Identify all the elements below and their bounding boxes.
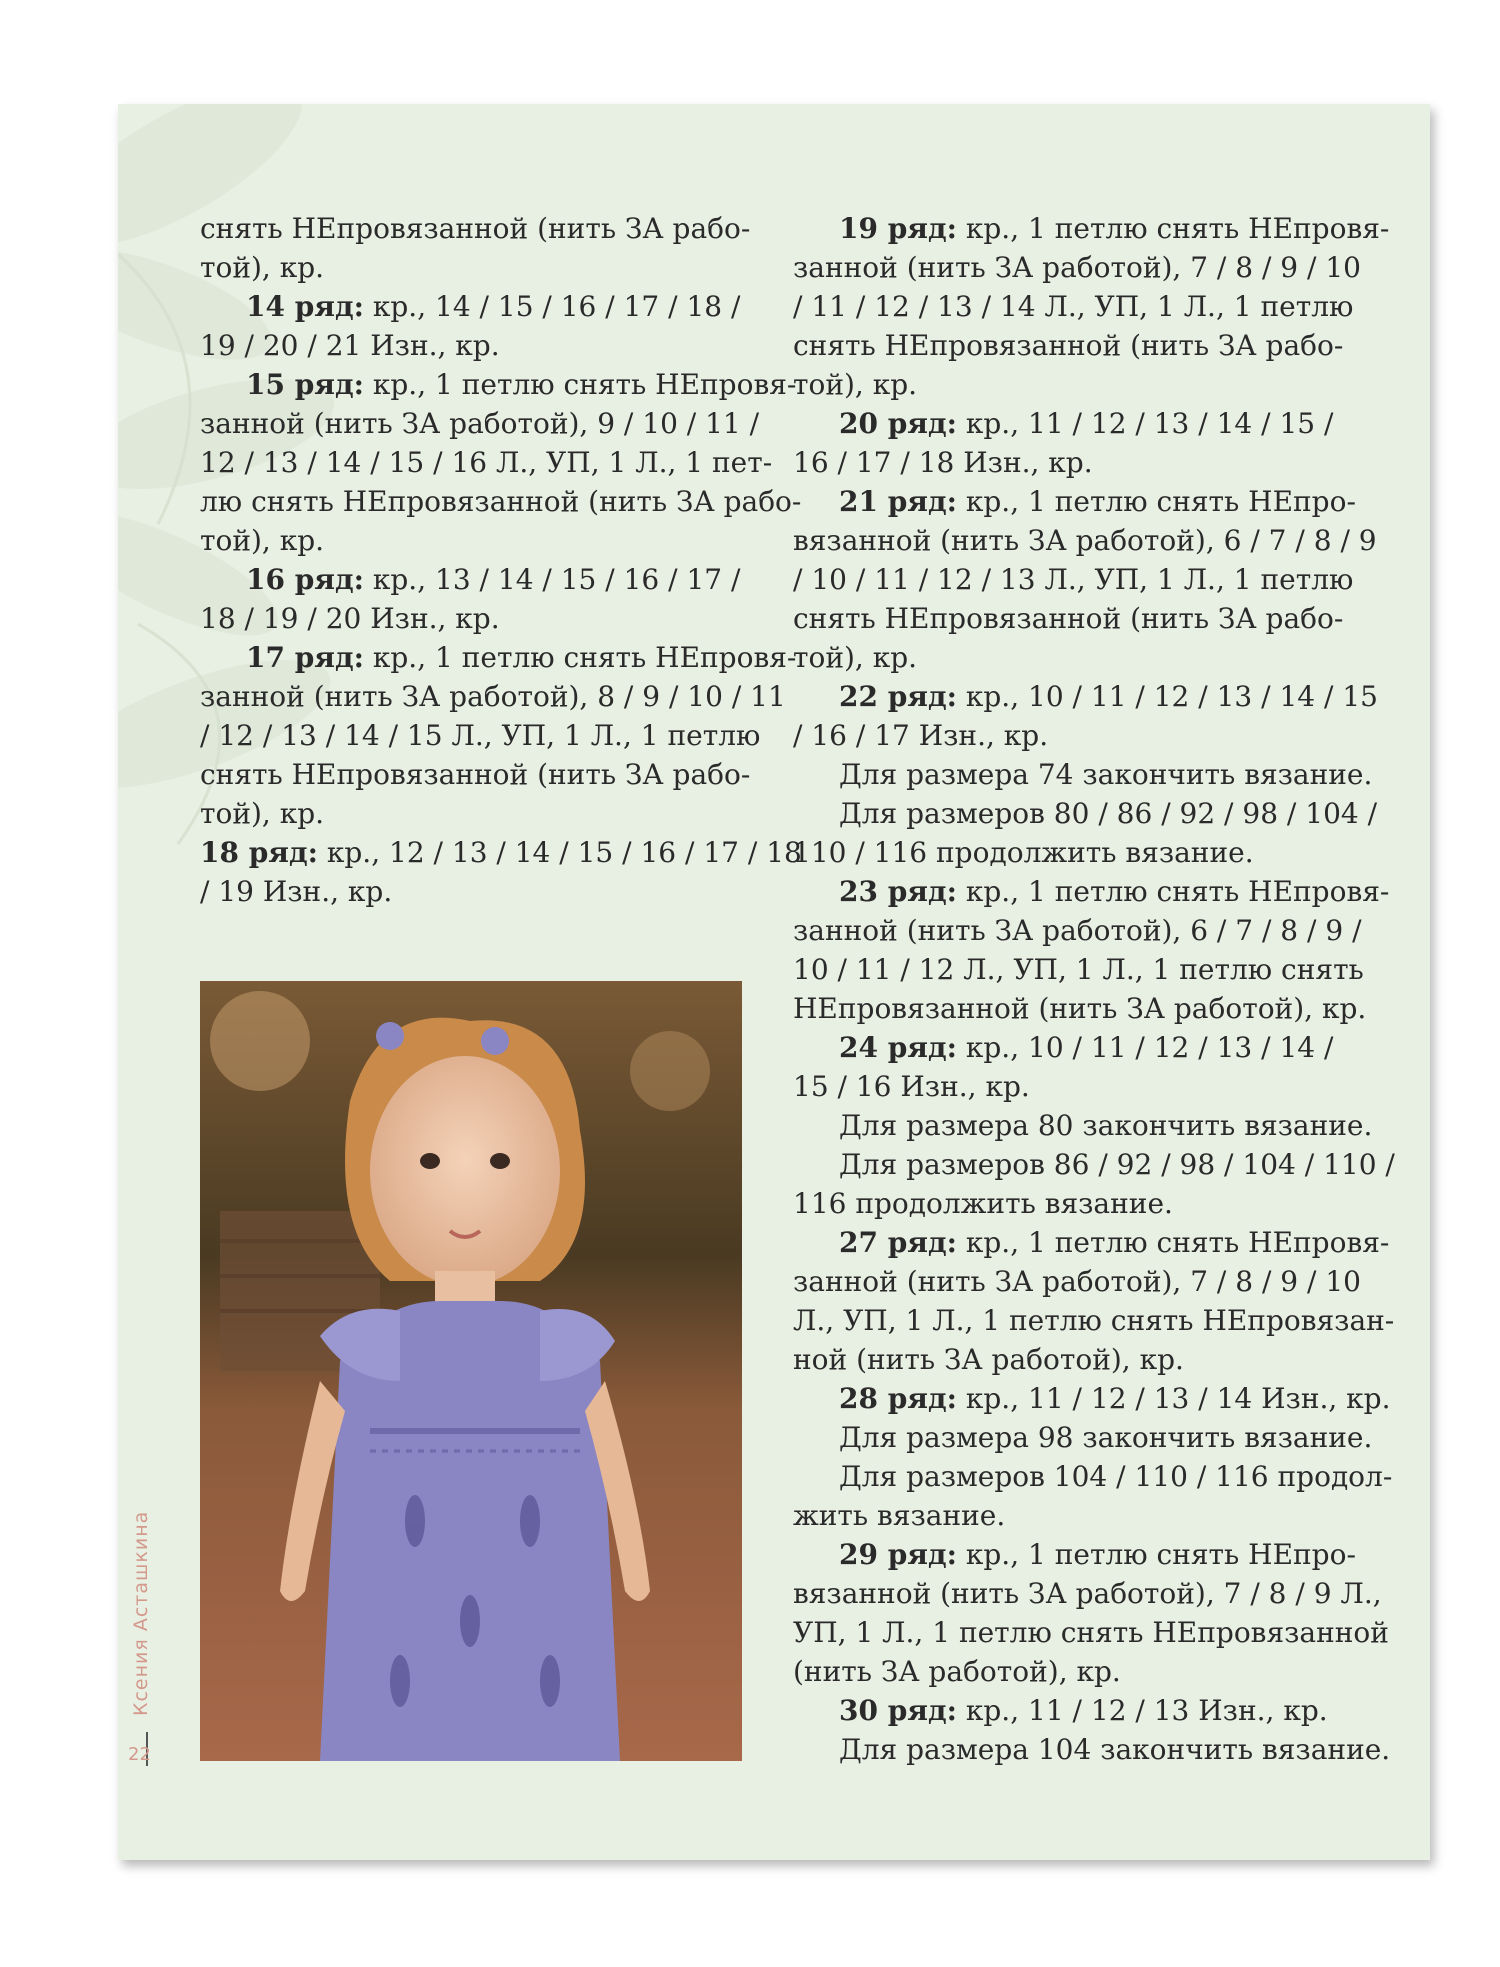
right-text-column xyxy=(793,209,1403,1769)
row-instruction: 16 ряд: кр., 13 / 14 / 15 / 16 / 17 / xyxy=(246,563,741,596)
row-label: 30 ряд: xyxy=(839,1694,957,1727)
text-line: снять НЕпровязанной (нить ЗА рабо- xyxy=(200,758,751,791)
row-instruction: 28 ряд: кр., 11 / 12 / 13 / 14 Изн., кр. xyxy=(839,1382,1391,1415)
row-label: 27 ряд: xyxy=(839,1226,957,1259)
row-label: 14 ряд: xyxy=(246,290,364,323)
row-label: 20 ряд: xyxy=(839,407,957,440)
text-line: / 11 / 12 / 13 / 14 Л., УП, 1 Л., 1 петлю xyxy=(793,290,1354,323)
row-label: 28 ряд: xyxy=(839,1382,957,1415)
author-name: Ксения Асташкина xyxy=(130,1510,152,1716)
size-note: Для размера 74 закончить вязание. xyxy=(839,758,1373,791)
text-line: 19 / 20 / 21 Изн., кр. xyxy=(200,329,500,362)
text-line: / 16 / 17 Изн., кр. xyxy=(793,719,1049,752)
text-line: снять НЕпровязанной (нить ЗА рабо- xyxy=(200,212,751,245)
text-line: той), кр. xyxy=(200,524,325,557)
text-line: той), кр. xyxy=(793,641,918,674)
row-instruction: 19 ряд: кр., 1 петлю снять НЕпровя- xyxy=(839,212,1390,245)
size-note: Для размеров 80 / 86 / 92 / 98 / 104 / xyxy=(839,797,1378,830)
text-line: занной (нить ЗА работой), 9 / 10 / 11 / xyxy=(200,407,760,440)
text-line: занной (нить ЗА работой), 7 / 8 / 9 / 10 xyxy=(793,251,1361,284)
row-label: 23 ряд: xyxy=(839,875,957,908)
text-line: 12 / 13 / 14 / 15 / 16 Л., УП, 1 Л., 1 пет- xyxy=(200,446,773,479)
text-line: вязанной (нить ЗА работой), 7 / 8 / 9 Л., xyxy=(793,1577,1382,1610)
text-line: 116 продолжить вязание. xyxy=(793,1187,1173,1220)
size-note: Для размера 98 закончить вязание. xyxy=(839,1421,1373,1454)
text-line: (нить ЗА работой), кр. xyxy=(793,1655,1121,1688)
row-instruction: 23 ряд: кр., 1 петлю снять НЕпровя- xyxy=(839,875,1390,908)
text-line: / 10 / 11 / 12 / 13 Л., УП, 1 Л., 1 петлю xyxy=(793,563,1354,596)
text-line: 16 / 17 / 18 Изн., кр. xyxy=(793,446,1093,479)
book-page xyxy=(118,104,1430,1860)
size-note: Для размеров 104 / 110 / 116 продол- xyxy=(839,1460,1393,1493)
row-label: 16 ряд: xyxy=(246,563,364,596)
row-instruction: 27 ряд: кр., 1 петлю снять НЕпровя- xyxy=(839,1226,1390,1259)
row-instruction: 22 ряд: кр., 10 / 11 / 12 / 13 / 14 / 15 xyxy=(839,680,1378,713)
row-label: 18 ряд: xyxy=(200,836,318,869)
row-label: 17 ряд: xyxy=(246,641,364,674)
row-instruction: 21 ряд: кр., 1 петлю снять НЕпро- xyxy=(839,485,1356,518)
row-label: 22 ряд: xyxy=(839,680,957,713)
text-line: той), кр. xyxy=(793,368,918,401)
text-line: 18 / 19 / 20 Изн., кр. xyxy=(200,602,500,635)
text-line: той), кр. xyxy=(200,251,325,284)
text-line: НЕпровязанной (нить ЗА работой), кр. xyxy=(793,992,1367,1025)
row-label: 21 ряд: xyxy=(839,485,957,518)
text-line: / 19 Изн., кр. xyxy=(200,875,393,908)
text-line: лю снять НЕпровязанной (нить ЗА рабо- xyxy=(200,485,802,518)
page-number: 22 xyxy=(128,1744,151,1765)
row-instruction: 15 ряд: кр., 1 петлю снять НЕпровя- xyxy=(246,368,797,401)
row-label: 29 ряд: xyxy=(839,1538,957,1571)
child-dress-photo xyxy=(200,981,742,1761)
text-line: Л., УП, 1 Л., 1 петлю снять НЕпровязан- xyxy=(793,1304,1395,1337)
text-line: той), кр. xyxy=(200,797,325,830)
row-instruction: 30 ряд: кр., 11 / 12 / 13 Изн., кр. xyxy=(839,1694,1328,1727)
text-line: занной (нить ЗА работой), 8 / 9 / 10 / 11 xyxy=(200,680,786,713)
text-line: УП, 1 Л., 1 петлю снять НЕпровязанной xyxy=(793,1616,1389,1649)
text-line: / 12 / 13 / 14 / 15 Л., УП, 1 Л., 1 петлю xyxy=(200,719,761,752)
text-line: занной (нить ЗА работой), 7 / 8 / 9 / 10 xyxy=(793,1265,1361,1298)
row-label: 15 ряд: xyxy=(246,368,364,401)
photo-illustration xyxy=(200,981,742,1761)
text-line: занной (нить ЗА работой), 6 / 7 / 8 / 9 / xyxy=(793,914,1362,947)
left-text-column xyxy=(200,209,802,911)
row-instruction: 17 ряд: кр., 1 петлю снять НЕпровя- xyxy=(246,641,797,674)
row-instruction: 20 ряд: кр., 11 / 12 / 13 / 14 / 15 / xyxy=(839,407,1334,440)
row-instruction: 18 ряд: кр., 12 / 13 / 14 / 15 / 16 / 17 / 18 xyxy=(200,836,802,869)
text-line: ной (нить ЗА работой), кр. xyxy=(793,1343,1184,1376)
text-line: снять НЕпровязанной (нить ЗА рабо- xyxy=(793,329,1344,362)
text-line: жить вязание. xyxy=(793,1499,1006,1532)
size-note: Для размера 80 закончить вязание. xyxy=(839,1109,1373,1142)
row-instruction: 14 ряд: кр., 14 / 15 / 16 / 17 / 18 / xyxy=(246,290,741,323)
size-note: Для размера 104 закончить вязание. xyxy=(839,1733,1391,1766)
text-line: 15 / 16 Изн., кр. xyxy=(793,1070,1030,1103)
row-label: 19 ряд: xyxy=(839,212,957,245)
size-note: Для размеров 86 / 92 / 98 / 104 / 110 / xyxy=(839,1148,1395,1181)
text-line: вязанной (нить ЗА работой), 6 / 7 / 8 / 9 xyxy=(793,524,1377,557)
text-line: 110 / 116 продолжить вязание. xyxy=(793,836,1254,869)
text-line: снять НЕпровязанной (нить ЗА рабо- xyxy=(793,602,1344,635)
row-instruction: 24 ряд: кр., 10 / 11 / 12 / 13 / 14 / xyxy=(839,1031,1334,1064)
row-instruction: 29 ряд: кр., 1 петлю снять НЕпро- xyxy=(839,1538,1356,1571)
row-label: 24 ряд: xyxy=(839,1031,957,1064)
text-line: 10 / 11 / 12 Л., УП, 1 Л., 1 петлю снять xyxy=(793,953,1364,986)
